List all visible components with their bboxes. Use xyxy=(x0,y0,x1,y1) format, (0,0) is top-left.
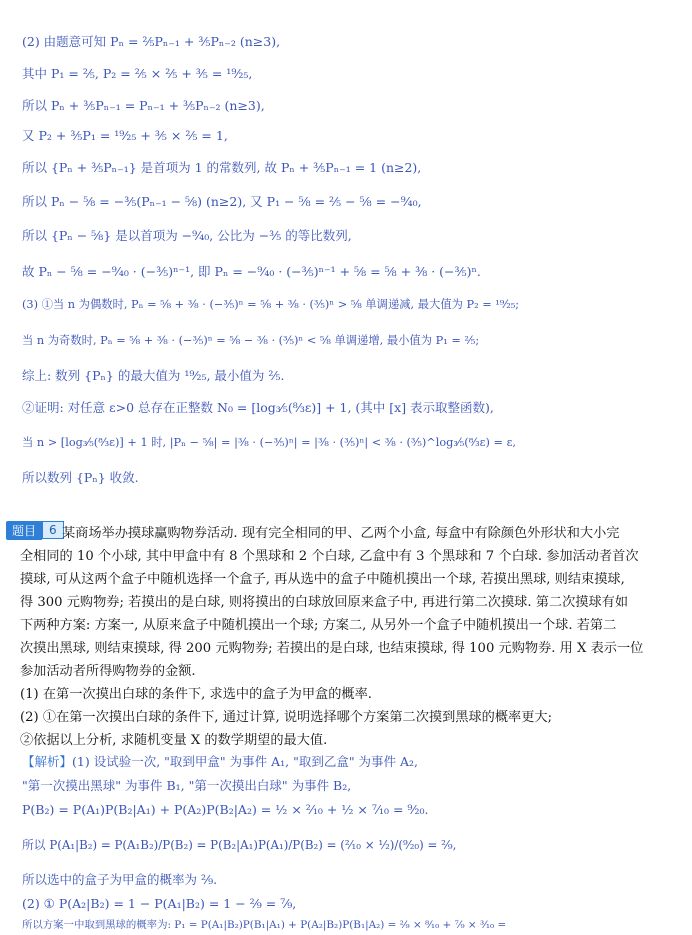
solution-line: 又 P₂ + ³⁄₅P₁ = ¹⁹⁄₂₅ + ³⁄₅ × ²⁄₅ = 1, xyxy=(22,128,228,143)
problem-line: (2) ①在第一次摸出白球的条件下, 通过计算, 说明选择哪个方案第二次摸到黑球的概率更大; xyxy=(20,710,553,725)
solution-line: 当 n 为奇数时, Pₙ = ⁵⁄₈ + ³⁄₈ · (−³⁄₅)ⁿ = ⁵⁄₈ − ³⁄₈ · (³⁄₅)ⁿ < ⁵⁄₈ 单调递增, 最小值为 P₁ = ²⁄₅; xyxy=(22,334,480,347)
solution-line: 所以 {Pₙ + ³⁄₅Pₙ₋₁} 是首项为 1 的常数列, 故 Pₙ + ³⁄₅Pₙ₋₁ = 1 (n≥2), xyxy=(22,160,422,175)
solution-line: 所以 Pₙ + ³⁄₅Pₙ₋₁ = Pₙ₋₁ + ³⁄₅Pₙ₋₂ (n≥3), xyxy=(22,98,265,113)
analysis-line: (2) ① P(A₂|B₂) = 1 − P(A₁|B₂) = 1 − ²⁄₉ = ⁷⁄₉, xyxy=(22,896,297,911)
analysis-tag: 【解析】 xyxy=(22,754,73,769)
solution-line: 所以 Pₙ − ⁵⁄₈ = −³⁄₅(Pₙ₋₁ − ⁵⁄₈) (n≥2), 又 P₁ − ⁵⁄₈ = ²⁄₅ − ⁵⁄₈ = −⁹⁄₄₀, xyxy=(22,194,422,209)
analysis-line: 所以选中的盒子为甲盒的概率为 ²⁄₉. xyxy=(22,872,218,887)
badge-number: 6 xyxy=(42,521,64,539)
solution-line: 其中 P₁ = ²⁄₅, P₂ = ²⁄₅ × ²⁄₅ + ³⁄₅ = ¹⁹⁄₂₅, xyxy=(22,66,253,81)
badge-label: 题目 xyxy=(6,521,42,540)
analysis-line: 所以 P(A₁|B₂) = P(A₁B₂)/P(B₂) = P(B₂|A₁)P(A₁)/P(B₂) = (²⁄₁₀ × ½)/(⁹⁄₂₀) = ²⁄₉, xyxy=(22,838,457,852)
problem-line: (1) 在第一次摸出白球的条件下, 求选中的盒子为甲盒的概率. xyxy=(20,687,372,702)
solution-line: 综上: 数列 {Pₙ} 的最大值为 ¹⁹⁄₂₅, 最小值为 ²⁄₅. xyxy=(22,368,285,383)
problem-line: 次摸出黑球, 则结束摸球, 得 200 元购物券; 若摸出的是白球, 也结束摸球, 得 100 元购物券. 用 X 表示一位 xyxy=(20,641,644,656)
solution-line: 所以 {Pₙ − ⁵⁄₈} 是以首项为 −⁹⁄₄₀, 公比为 −³⁄₅ 的等比数列, xyxy=(22,228,352,243)
problem-line: 下两种方案: 方案一, 从原来盒子中随机摸出一个球; 方案二, 从另外一个盒子中随机摸出一个球. 若第二 xyxy=(20,618,617,633)
solution-line: 当 n > [log₃⁄₅(⁸⁄₃ε)] + 1 时, |Pₙ − ⁵⁄₈| = |³⁄₈ · (−³⁄₅)ⁿ| = |³⁄₈ · (³⁄₅)ⁿ| < ³⁄₈ · (³⁄₅)^log₃⁄₅(⁸⁄₃ε) = ε, xyxy=(22,436,517,449)
analysis-line xyxy=(22,752,418,770)
problem-line: 摸球, 可从这两个盒子中随机选择一个盒子, 再从选中的盒子中随机摸出一个球, 若摸出黑球, 则结束摸球, xyxy=(20,572,625,587)
solution-line: ②证明: 对任意 ε>0 总存在正整数 N₀ = [log₃⁄₅(⁸⁄₃ε)] + 1, (其中 [x] 表示取整函数), xyxy=(22,400,494,415)
problem-line: 某商场举办摸球赢购物券活动. 现有完全相同的甲、乙两个小盒, 每盒中有除颜色外形状和大小完 xyxy=(62,526,620,541)
analysis-line: P(B₂) = P(A₁)P(B₂|A₁) + P(A₂)P(B₂|A₂) = ½ × ²⁄₁₀ + ½ × ⁷⁄₁₀ = ⁹⁄₂₀. xyxy=(22,802,429,817)
solution-line: (2) 由题意可知 Pₙ = ²⁄₅Pₙ₋₁ + ³⁄₅Pₙ₋₂ (n≥3), xyxy=(22,34,281,49)
analysis-line: 所以方案一中取到黑球的概率为: P₁ = P(A₁|B₂)P(B₁|A₁) + P(A₂|B₂)P(B₁|A₂) = ²⁄₉ × ⁸⁄₁₀ + ⁷⁄₉ × ³⁄₁₀ = xyxy=(22,919,507,931)
problem-line: 得 300 元购物券; 若摸出的是白球, 则将摸出的白球放回原来盒子中, 再进行第二次摸球. 第二次摸球有如 xyxy=(20,595,629,610)
solution-line: 故 Pₙ − ⁵⁄₈ = −⁹⁄₄₀ · (−³⁄₅)ⁿ⁻¹, 即 Pₙ = −⁹⁄₄₀ · (−³⁄₅)ⁿ⁻¹ + ⁵⁄₈ = ⁵⁄₈ + ³⁄₈ · (−³⁄₅)ⁿ. xyxy=(22,264,481,279)
problem-line: ②依据以上分析, 求随机变量 X 的数学期望的最大值. xyxy=(20,733,328,748)
problem-line: 参加活动者所得购物券的金额. xyxy=(20,664,196,679)
analysis-line: "第一次摸出黑球" 为事件 B₁, "第一次摸出白球" 为事件 B₂, xyxy=(22,778,352,793)
analysis-text: (1) 设试验一次, "取到甲盒" 为事件 A₁, "取到乙盒" 为事件 A₂, xyxy=(72,754,419,769)
problem-line: 全相同的 10 个小球, 其中甲盒中有 8 个黑球和 2 个白球, 乙盒中有 3 个黑球和 7 个白球. 参加活动者首次 xyxy=(20,549,639,564)
solution-line: (3) ①当 n 为偶数时, Pₙ = ⁵⁄₈ + ³⁄₈ · (−³⁄₅)ⁿ = ⁵⁄₈ + ³⁄₈ · (³⁄₅)ⁿ > ⁵⁄₈ 单调递减, 最大值为 P₂ = ¹⁹⁄₂₅; xyxy=(22,298,520,311)
solution-line: 所以数列 {Pₙ} 收敛. xyxy=(22,470,139,485)
problem-badge xyxy=(6,520,64,540)
